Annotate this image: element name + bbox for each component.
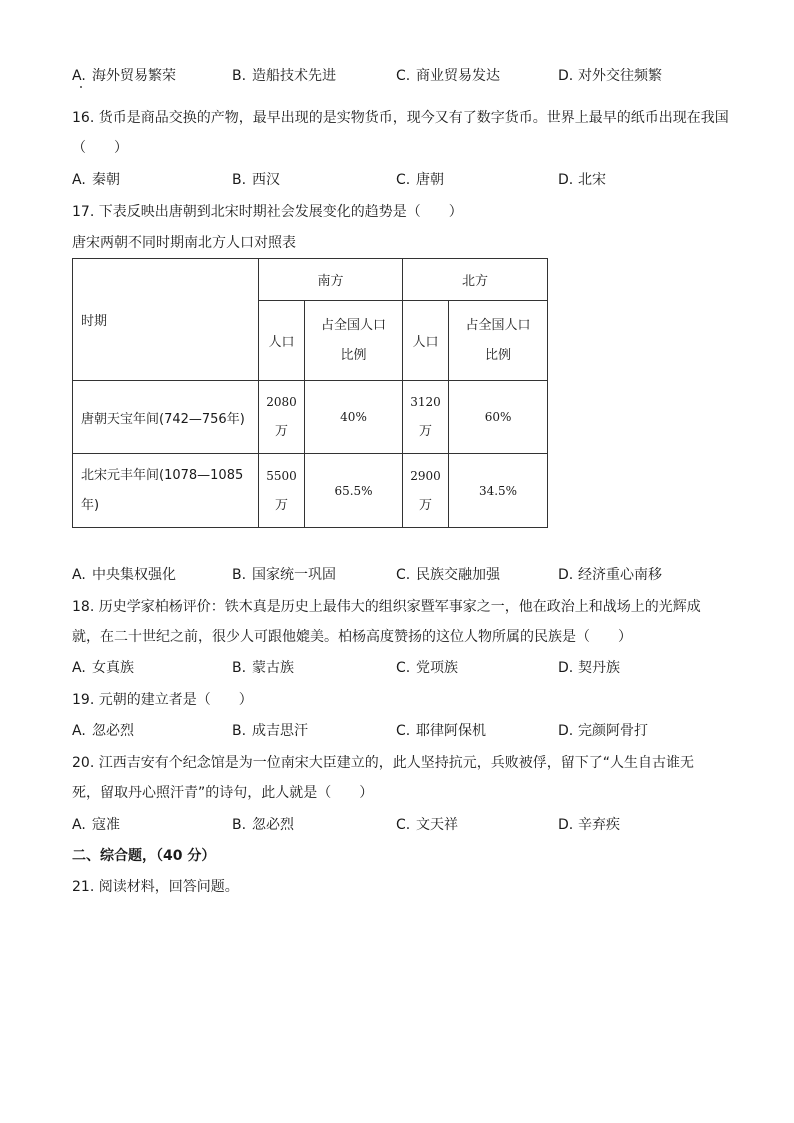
q20-options [72,815,722,835]
table-row [73,381,548,454]
q19-option-c: C. 耶律阿保机 [396,723,486,739]
q18-option-d: D. 契丹族 [558,660,620,676]
q20-option-b: B. 忽必烈 [232,817,294,833]
row-north-ratio: 34.5% [449,454,548,528]
q18-options [72,658,722,678]
q15-option-c: C. 商业贸易发达 [396,68,500,84]
row-period: 北宋元丰年间(1078—1085 年) [73,454,259,528]
q18-stem-line1: 18. 历史学家柏杨评价：铁木真是历史上最伟大的组织家暨军事家之一，他在政治上和战场上的光辉成 [72,599,701,615]
q17-options [72,565,722,585]
q17-option-c: C. 民族交融加强 [396,567,500,583]
q17-option-a: A. 中央集权强化 [72,567,176,583]
header-north: 北方 [403,259,548,301]
q20-stem-line2: 死，留取丹心照汗青”的诗句，此人就是（ ） [72,785,374,801]
q16-option-d: D. 北宋 [558,172,606,188]
q20-option-a: A. 寇准 [72,817,120,833]
row-north-population: 3120 万 [403,381,449,454]
q17-option-b: B. 国家统一巩固 [232,567,336,583]
q18-stem-line2: 就，在二十世纪之前，很少人可跟他媲美。柏杨高度赞扬的这位人物所属的民族是（ ） [72,629,632,645]
header-north-ratio: 占全国人口 比例 [449,301,548,381]
q21-stem: 21. 阅读材料，回答问题。 [72,879,239,895]
row-north-ratio: 60% [449,381,548,454]
q17-stem: 17. 下表反映出唐朝到北宋时期社会发展变化的趋势是（ ） [72,204,463,220]
q16-stem-line2: （ ） [72,140,128,156]
table-header-row [73,259,548,301]
header-south-ratio: 占全国人口 比例 [305,301,403,381]
q19-option-b: B. 成吉思汗 [232,723,308,739]
row-period: 唐朝天宝年间(742—756年) [73,381,259,454]
header-period: 时期 [73,259,259,381]
header-north-population: 人口 [403,301,449,381]
q19-stem: 19. 元朝的建立者是（ ） [72,692,253,708]
q15-options [72,66,722,86]
q16-option-c: C. 唐朝 [396,172,444,188]
q20-option-d: D. 辛弃疾 [558,817,620,833]
row-north-population: 2900 万 [403,454,449,528]
q19-option-a: A. 忽必烈 [72,723,134,739]
q15-option-d: D. 对外交往频繁 [558,68,662,84]
q18-option-c: C. 党项族 [396,660,458,676]
q16-option-a: A. 秦朝 [72,172,120,188]
q15-option-b: B. 造船技术先进 [232,68,336,84]
header-south-population: 人口 [259,301,305,381]
q15-option-a: A. 海外贸易繁荣 [72,68,176,84]
q16-option-b: B. 西汉 [232,172,280,188]
q19-options [72,721,722,741]
stray-dot [80,86,82,88]
section-heading: 二、综合题，（40 分） [72,848,216,864]
population-table [72,258,548,528]
q18-option-a: A. 女真族 [72,660,134,676]
row-south-ratio: 40% [305,381,403,454]
table-row [73,454,548,528]
q20-stem-line1: 20. 江西吉安有个纪念馆是为一位南宋大臣建立的，此人坚持抗元，兵败被俘，留下了“人生自古谁无 [72,755,694,771]
q18-option-b: B. 蒙古族 [232,660,294,676]
q20-option-c: C. 文天祥 [396,817,458,833]
q16-stem-line1: 16. 货币是商品交换的产物，最早出现的是实物货币，现今又有了数字货币。世界上最早的纸币出现在我国 [72,110,729,126]
row-south-ratio: 65.5% [305,454,403,528]
q17-table-caption: 唐宋两朝不同时期南北方人口对照表 [72,235,296,251]
header-south: 南方 [259,259,403,301]
q16-options [72,170,722,190]
row-south-population: 2080 万 [259,381,305,454]
q19-option-d: D. 完颜阿骨打 [558,723,648,739]
row-south-population: 5500 万 [259,454,305,528]
q17-option-d: D. 经济重心南移 [558,567,662,583]
